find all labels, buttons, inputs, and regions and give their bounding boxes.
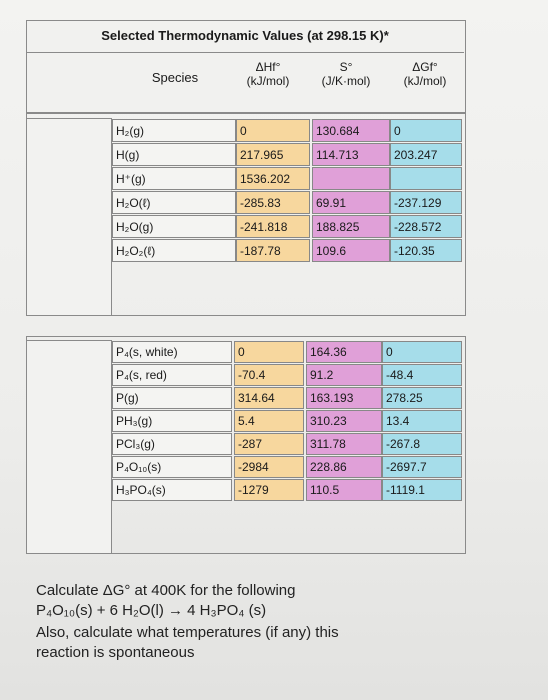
t2-s-cell: 163.193 — [306, 387, 382, 409]
t1-s-cell: 109.6 — [312, 239, 390, 262]
t1-dh-cell: 1536.202 — [236, 167, 310, 190]
table2-left-margin — [26, 340, 112, 554]
t1-dh-cell: 217.965 — [236, 143, 310, 166]
t2-s-cell: 91.2 — [306, 364, 382, 386]
question-line-4: reaction is spontaneous — [36, 644, 195, 661]
t1-species-cell: H₂O(g) — [112, 215, 236, 238]
species-column-header: Species — [151, 70, 199, 85]
gibbs-unit: (kJ/mol) — [403, 74, 447, 88]
gibbs-symbol: ΔGf° — [412, 60, 438, 74]
table1-left-margin — [26, 118, 112, 316]
question-line-1: Calculate ΔG° at 400K for the following — [36, 582, 296, 599]
enthalpy-column-header — [232, 60, 304, 88]
t1-dh-cell: -241.818 — [236, 215, 310, 238]
t2-species-cell: P(g) — [112, 387, 232, 409]
t2-s-cell: 164.36 — [306, 341, 382, 363]
t2-dg-cell: 0 — [382, 341, 462, 363]
t1-s-cell: 69.91 — [312, 191, 390, 214]
t2-dh-cell: -1279 — [234, 479, 304, 501]
t2-species-cell: P₄(s, white) — [112, 341, 232, 363]
t2-dg-cell: -48.4 — [382, 364, 462, 386]
t1-species-cell: H(g) — [112, 143, 236, 166]
t2-dg-cell: -267.8 — [382, 433, 462, 455]
t2-dh-cell: 5.4 — [234, 410, 304, 432]
t2-dh-cell: 0 — [234, 341, 304, 363]
t1-s-cell — [312, 167, 390, 190]
t2-s-cell: 311.78 — [306, 433, 382, 455]
t1-species-cell: H₂O₂(ℓ) — [112, 239, 236, 262]
t2-species-cell: P₄(s, red) — [112, 364, 232, 386]
t1-species-cell: H⁺(g) — [112, 167, 236, 190]
t2-s-cell: 110.5 — [306, 479, 382, 501]
t2-species-cell: PH₃(g) — [112, 410, 232, 432]
t2-species-cell: P₄O₁₀(s) — [112, 456, 232, 478]
entropy-symbol: S° — [339, 60, 353, 74]
t2-species-cell: H₃PO₄(s) — [112, 479, 232, 501]
header-divider — [26, 52, 464, 53]
t2-dg-cell: -2697.7 — [382, 456, 462, 478]
t2-dh-cell: -70.4 — [234, 364, 304, 386]
t2-s-cell: 228.86 — [306, 456, 382, 478]
table-title: Selected Thermodynamic Values (at 298.15 K)* — [101, 28, 389, 43]
t2-dg-cell: 278.25 — [382, 387, 462, 409]
entropy-unit: (J/K·mol) — [321, 74, 371, 88]
t2-dh-cell: 314.64 — [234, 387, 304, 409]
t1-s-cell: 114.713 — [312, 143, 390, 166]
t1-dg-cell: -228.572 — [390, 215, 462, 238]
t2-dh-cell: -2984 — [234, 456, 304, 478]
question-line-3: Also, calculate what temperatures (if any) this — [36, 624, 339, 641]
t1-dg-cell — [390, 167, 462, 190]
enthalpy-unit: (kJ/mol) — [246, 74, 290, 88]
t1-species-cell: H₂O(ℓ) — [112, 191, 236, 214]
t1-dh-cell: -187.78 — [236, 239, 310, 262]
t1-dh-cell: 0 — [236, 119, 310, 142]
enthalpy-symbol: ΔHf° — [255, 60, 281, 74]
gibbs-column-header — [388, 60, 462, 88]
t1-dg-cell: 203.247 — [390, 143, 462, 166]
t2-species-cell: PCl₃(g) — [112, 433, 232, 455]
t1-dg-cell: -237.129 — [390, 191, 462, 214]
question-reaction: P₄O₁₀(s) + 6 H₂O(l) → 4 H₃PO₄ (s) — [36, 602, 267, 619]
t1-s-cell: 130.684 — [312, 119, 390, 142]
t1-species-cell: H₂(g) — [112, 119, 236, 142]
t1-dg-cell: -120.35 — [390, 239, 462, 262]
t2-dg-cell: -1119.1 — [382, 479, 462, 501]
t1-dh-cell: -285.83 — [236, 191, 310, 214]
t1-dg-cell: 0 — [390, 119, 462, 142]
t2-dh-cell: -287 — [234, 433, 304, 455]
t2-s-cell: 310.23 — [306, 410, 382, 432]
entropy-column-header — [306, 60, 386, 88]
t2-dg-cell: 13.4 — [382, 410, 462, 432]
t1-s-cell: 188.825 — [312, 215, 390, 238]
